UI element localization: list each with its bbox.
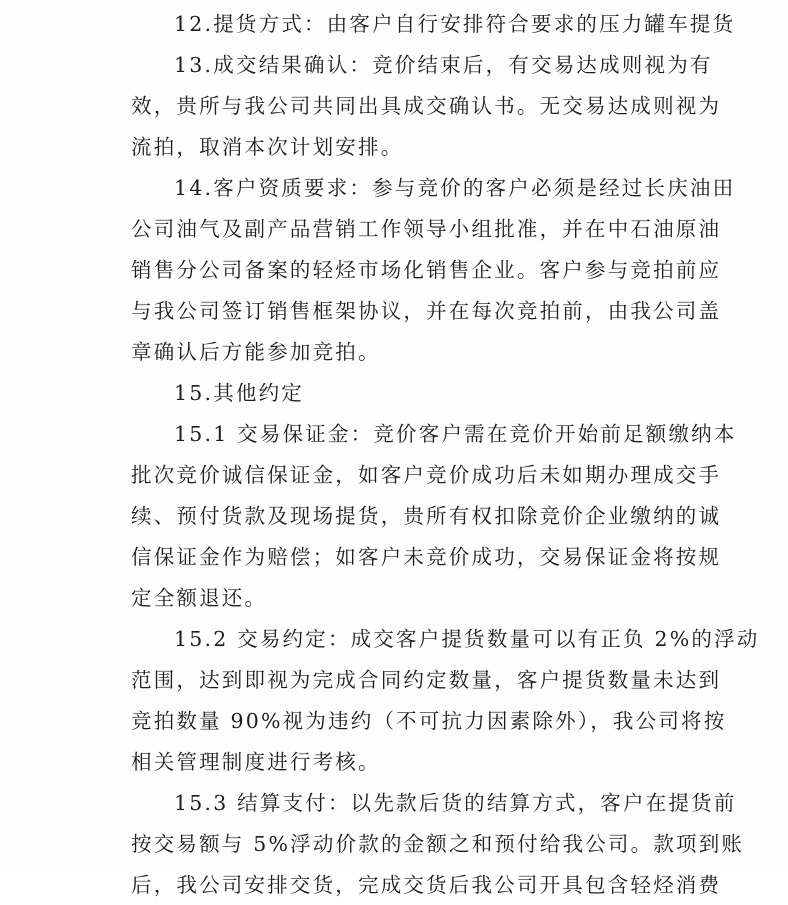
text-line: 章确认后方能参加竞拍。 <box>131 340 381 364</box>
section-heading-15-other-agreements: 15.其他约定 <box>174 381 305 405</box>
text-line: 公司油气及副产品营销工作领导小组批准，并在中石油原油 <box>131 217 722 241</box>
text-line: 竞拍数量 90%视为违约（不可抗力因素除外），我公司将按 <box>131 709 727 733</box>
text-line-item-15-3-settlement: 15.3 结算支付：以先款后货的结算方式，客户在提货前 <box>174 791 737 815</box>
text-line-item-15-1-deposit: 15.1 交易保证金：竞价客户需在竞价开始前足额缴纳本 <box>174 422 737 446</box>
text-line: 定全额退还。 <box>131 586 268 610</box>
text-line-item-12-delivery: 12.提货方式：由客户自行安排符合要求的压力罐车提货 <box>174 12 736 36</box>
text-line: 流拍，取消本次计划安排。 <box>131 135 404 159</box>
text-line: 销售分公司备案的轻烃市场化销售企业。客户参与竞拍前应 <box>131 258 722 282</box>
text-line: 批次竞价诚信保证金，如客户竞价成功后未如期办理成交手 <box>131 463 722 487</box>
text-line: 按交易额与 5%浮动价款的金额之和预付给我公司。款项到账 <box>131 832 745 856</box>
text-line: 与我公司签订销售框架协议，并在每次竞拍前，由我公司盖 <box>131 299 722 323</box>
text-line-item-14-qualification: 14.客户资质要求：参与竞价的客户必须是经过长庆油田 <box>174 176 736 200</box>
text-line: 续、预付货款及现场提货，贵所有权扣除竞价企业缴纳的诚 <box>131 504 722 528</box>
text-line: 后，我公司安排交货，完成交货后我公司开具包含轻烃消费 <box>131 873 722 897</box>
text-line: 范围，达到即视为完成合同约定数量，客户提货数量未达到 <box>131 668 722 692</box>
text-line: 信保证金作为赔偿；如客户未竞价成功，交易保证金将按规 <box>131 545 722 569</box>
text-line-item-13-result: 13.成交结果确认：竞价结束后，有交易达成则视为有 <box>174 53 713 77</box>
text-line-item-15-2-trade: 15.2 交易约定：成交客户提货数量可以有正负 2%的浮动 <box>174 627 760 651</box>
text-line: 效，贵所与我公司共同出具成交确认书。无交易达成则视为 <box>131 94 722 118</box>
text-line: 相关管理制度进行考核。 <box>131 750 381 774</box>
